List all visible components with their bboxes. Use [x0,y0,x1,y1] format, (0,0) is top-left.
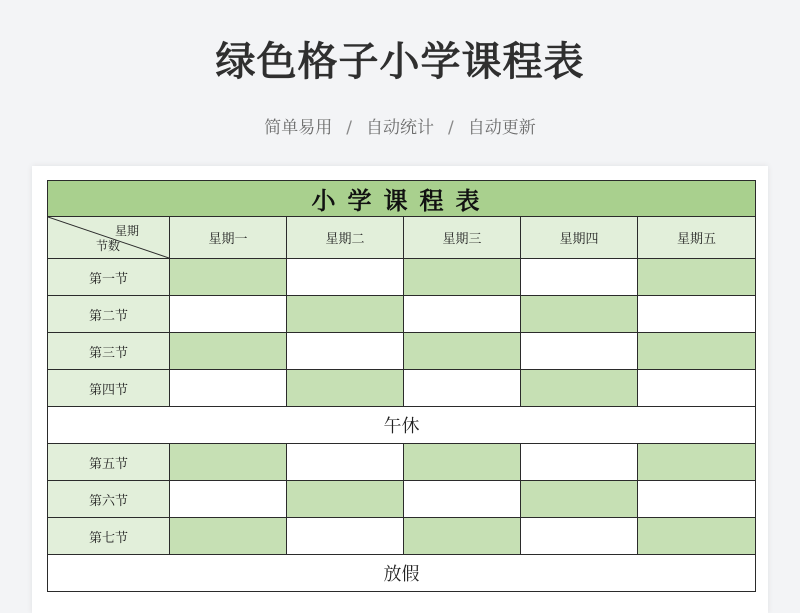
class-cell[interactable] [287,296,404,333]
class-cell[interactable] [521,259,638,296]
corner-header [48,217,170,259]
class-cell[interactable] [521,296,638,333]
subtitle-separator: / [448,118,454,138]
class-cell[interactable] [287,444,404,481]
class-cell[interactable] [287,518,404,555]
class-cell[interactable] [638,296,756,333]
period-row [48,259,756,296]
class-cell[interactable] [287,259,404,296]
day-header: 星期四 [521,217,638,259]
period-row [48,296,756,333]
class-cell[interactable] [638,370,756,407]
class-cell[interactable] [170,333,287,370]
day-header: 星期二 [287,217,404,259]
class-cell[interactable] [404,481,521,518]
class-cell[interactable] [287,370,404,407]
class-cell[interactable] [170,444,287,481]
timetable-title: 小学课程表 [48,181,756,217]
class-cell[interactable] [521,518,638,555]
class-cell[interactable] [170,296,287,333]
period-label: 第七节 [48,518,170,555]
class-cell[interactable] [287,481,404,518]
timetable [47,180,756,592]
class-cell[interactable] [638,259,756,296]
noon-break-label: 午休 [48,407,756,444]
corner-period-label: 节数 [96,239,121,253]
class-cell[interactable] [287,333,404,370]
break-row [48,407,756,444]
class-cell[interactable] [638,333,756,370]
period-row [48,444,756,481]
period-label: 第一节 [48,259,170,296]
page-title: 绿色格子小学课程表 [215,39,585,85]
period-label: 第六节 [48,481,170,518]
class-cell[interactable] [521,481,638,518]
period-label: 第五节 [48,444,170,481]
corner-day-label: 星期 [114,224,139,238]
subtitle-separator: / [346,118,352,138]
period-label: 第二节 [48,296,170,333]
period-row [48,518,756,555]
preview-card [32,166,768,613]
class-cell[interactable] [170,481,287,518]
subtitle-item: 自动统计 [366,118,434,138]
day-header: 星期三 [404,217,521,259]
period-row [48,481,756,518]
class-cell[interactable] [638,518,756,555]
subtitle-item: 简单易用 [264,118,333,138]
class-cell[interactable] [404,518,521,555]
end-label: 放假 [48,555,756,592]
period-row [48,333,756,370]
end-row [48,555,756,592]
class-cell[interactable] [404,370,521,407]
class-cell[interactable] [404,333,521,370]
period-label: 第三节 [48,333,170,370]
day-header: 星期一 [170,217,287,259]
class-cell[interactable] [170,370,287,407]
class-cell[interactable] [170,518,287,555]
period-label: 第四节 [48,370,170,407]
class-cell[interactable] [638,444,756,481]
class-cell[interactable] [521,333,638,370]
class-cell[interactable] [521,370,638,407]
class-cell[interactable] [404,444,521,481]
subtitle [0,113,800,138]
subtitle-item: 自动更新 [467,118,536,138]
class-cell[interactable] [638,481,756,518]
class-cell[interactable] [404,259,521,296]
class-cell[interactable] [521,444,638,481]
period-row [48,370,756,407]
class-cell[interactable] [404,296,521,333]
day-header: 星期五 [638,217,756,259]
class-cell[interactable] [170,259,287,296]
